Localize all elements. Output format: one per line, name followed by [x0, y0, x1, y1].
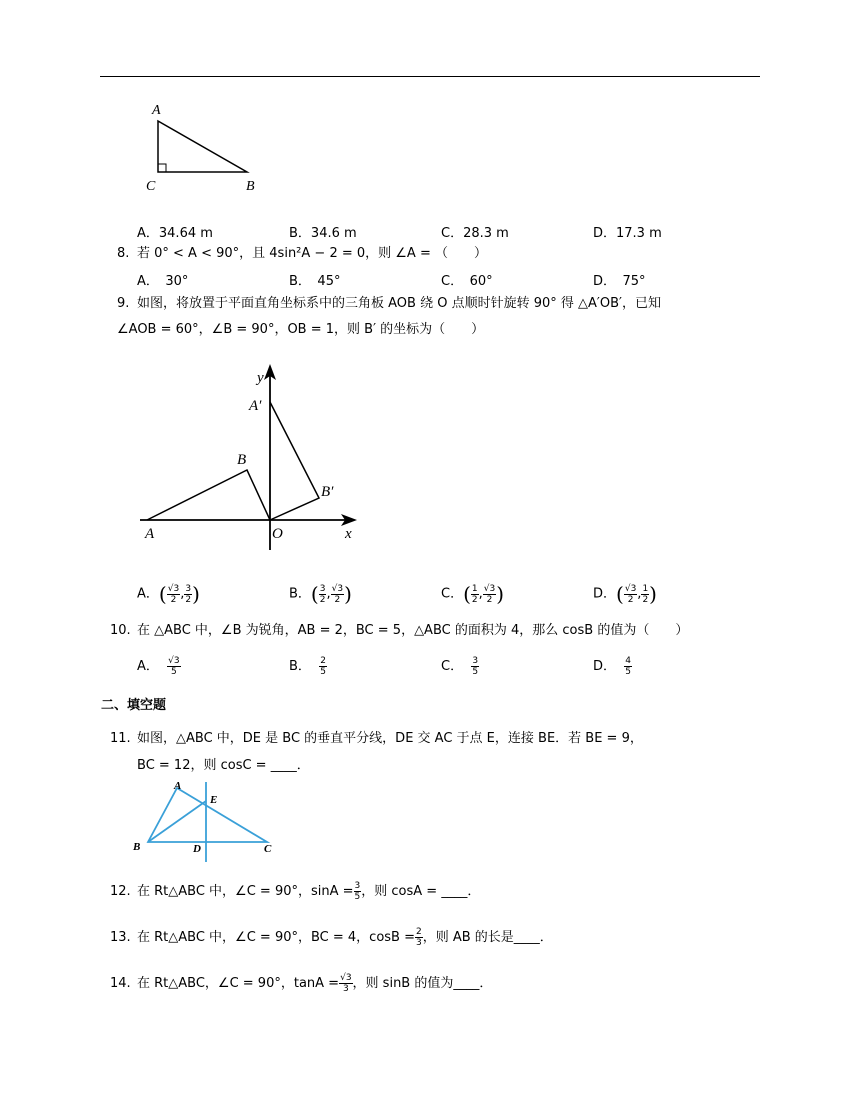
q13-stem	[137, 926, 553, 950]
q14-frac-num: √3	[340, 973, 352, 983]
q7-option-b[interactable]: B．34.6 m	[289, 226, 357, 241]
q13-stem-pre: 在 Rt△ABC 中，∠C = 90°，BC = 4，cosB =	[137, 930, 415, 945]
q8-option-d[interactable]: D． 75°	[593, 274, 646, 289]
q12-frac-den: 5	[354, 892, 361, 902]
q9-a-y-den: 2	[185, 594, 192, 605]
q13-frac-den: 3	[416, 938, 422, 948]
q10-number: 10.	[110, 623, 131, 638]
q10-option-d[interactable]	[593, 655, 632, 677]
q9-label-b-prime: B′	[321, 484, 334, 500]
q9-coordinate-figure	[135, 362, 375, 552]
q10-stem: 在 △ABC 中，∠B 为锐角，AB = 2，BC = 5，△ABC 的面积为 4，那么 cosB 的值为（ ）	[137, 623, 689, 638]
q11-label-b: B	[133, 841, 141, 853]
header-rule	[100, 76, 760, 77]
q9-c-x-num: 1	[471, 583, 478, 594]
q9-option-b-letter: B．	[289, 586, 311, 602]
q8-stem: 若 0° < A < 90°，且 4sin²A − 2 = 0，则 ∠A = （ ）	[137, 246, 487, 261]
q9-option-a[interactable]: A．( $\frac{√3}{2}$ , $\frac{3}{2}$ )	[137, 582, 200, 606]
q10-option-c-letter: C．	[441, 659, 464, 674]
q11-stem-line2: BC = 12，则 cosC = ____．	[137, 758, 310, 773]
q7-option-d[interactable]: D．17.3 m	[593, 226, 662, 241]
q9-a-x-num: √3	[167, 583, 180, 594]
q8-option-c[interactable]: C． 60°	[441, 274, 493, 289]
q7-option-c[interactable]: C．28.3 m	[441, 226, 509, 241]
q14-stem-post: ，则 sinB 的值为____．	[352, 976, 493, 991]
q9-stem-line2: ∠AOB = 60°，∠B = 90°，OB = 1，则 B′ 的坐标为（ ）	[117, 322, 485, 337]
q7-option-a[interactable]: A．34.64 m	[137, 226, 213, 241]
q10-option-a-letter: A．	[137, 659, 159, 674]
q10-option-b[interactable]	[289, 655, 327, 677]
q10-a-den: 5	[171, 667, 177, 677]
q8-option-a[interactable]: A． 30°	[137, 274, 189, 289]
q7-triangle-figure	[140, 96, 270, 196]
q9-d-x-num: √3	[624, 583, 637, 594]
q9-b-y-den: 2	[334, 594, 341, 605]
q9-b-x-num: 3	[319, 583, 326, 594]
q14-stem	[137, 972, 492, 996]
q9-d-y-den: 2	[642, 594, 649, 605]
q8-number: 8.	[117, 246, 130, 261]
q9-option-d-letter: D．	[593, 586, 617, 602]
q11-stem-line1: 如图，△ABC 中，DE 是 BC 的垂直平分线，DE 交 AC 于点 E，连接 BE．若 BE = 9，	[137, 731, 643, 746]
q10-d-den: 5	[625, 667, 632, 677]
q9-label-x: x	[345, 526, 352, 542]
q10-option-b-letter: B．	[289, 659, 311, 674]
q9-a-x-den: 2	[170, 594, 177, 605]
q10-option-c[interactable]	[441, 655, 479, 677]
q13-number: 13.	[110, 930, 131, 945]
q11-label-c: C	[264, 843, 272, 855]
q10-option-d-letter: D．	[593, 659, 617, 674]
q9-option-d[interactable]: D．( $\frac{√3}{2}$ , $\frac{1}{2}$ )	[593, 582, 657, 606]
q9-label-a-prime: A′	[249, 398, 262, 414]
q9-d-y-num: 1	[642, 583, 649, 594]
q10-c-den: 5	[472, 667, 479, 677]
q9-option-a-letter: A．	[137, 586, 159, 602]
q13-frac-num: 2	[416, 927, 422, 937]
q8-option-b[interactable]: B． 45°	[289, 274, 341, 289]
q10-c-num: 3	[472, 656, 479, 666]
q14-frac-den: 3	[342, 984, 349, 994]
q11-label-e: E	[210, 794, 218, 806]
q7-label-b: B	[246, 179, 255, 194]
q9-a-y-num: 3	[185, 583, 192, 594]
q13-stem-post: ，则 AB 的长是____．	[422, 930, 553, 945]
q14-number: 14.	[110, 976, 131, 991]
q9-option-b[interactable]: B．( $\frac{3}{2}$ , $\frac{√3}{2}$ )	[289, 582, 352, 606]
q14-stem-pre: 在 Rt△ABC，∠C = 90°，tanA =	[137, 976, 340, 991]
q9-option-c[interactable]: C．( $\frac{1}{2}$ , $\frac{√3}{2}$ )	[441, 582, 505, 606]
q12-frac-num: 3	[354, 881, 361, 891]
q9-c-y-den: 2	[486, 594, 493, 605]
q9-label-y: y	[257, 370, 264, 386]
q7-label-c: C	[146, 179, 156, 194]
q10-b-num: 2	[320, 656, 326, 666]
q9-b-x-den: 2	[319, 594, 326, 605]
q10-b-den: 5	[320, 667, 326, 677]
q9-label-b: B	[237, 452, 247, 468]
section-fill-in-blank-title: 二、填空题	[101, 698, 167, 713]
q7-label-a: A	[152, 103, 161, 118]
q9-d-x-den: 2	[627, 594, 634, 605]
q10-a-num: √3	[168, 656, 180, 666]
q9-c-y-num: √3	[483, 583, 496, 594]
q9-label-a: A	[145, 526, 155, 542]
q12-stem-post: ，则 cosA = ____．	[361, 884, 481, 899]
q10-d-num: 4	[625, 656, 632, 666]
q9-b-y-num: √3	[331, 583, 344, 594]
q9-stem-line1: 如图，将放置于平面直角坐标系中的三角板 AOB 绕 O 点顺时针旋转 90° 得 △A′OB′，已知	[137, 296, 661, 311]
q9-option-c-letter: C．	[441, 586, 464, 602]
q9-number: 9.	[117, 296, 130, 311]
q12-stem	[137, 880, 480, 904]
q12-number: 12.	[110, 884, 131, 899]
q11-triangle-figure	[130, 778, 280, 864]
q11-number: 11.	[110, 731, 131, 746]
q12-stem-pre: 在 Rt△ABC 中，∠C = 90°，sinA =	[137, 884, 354, 899]
q11-label-d: D	[193, 843, 201, 855]
q9-label-o: O	[272, 526, 283, 542]
q11-label-a: A	[174, 780, 182, 792]
q10-option-a[interactable]	[137, 655, 181, 677]
q9-c-x-den: 2	[471, 594, 478, 605]
